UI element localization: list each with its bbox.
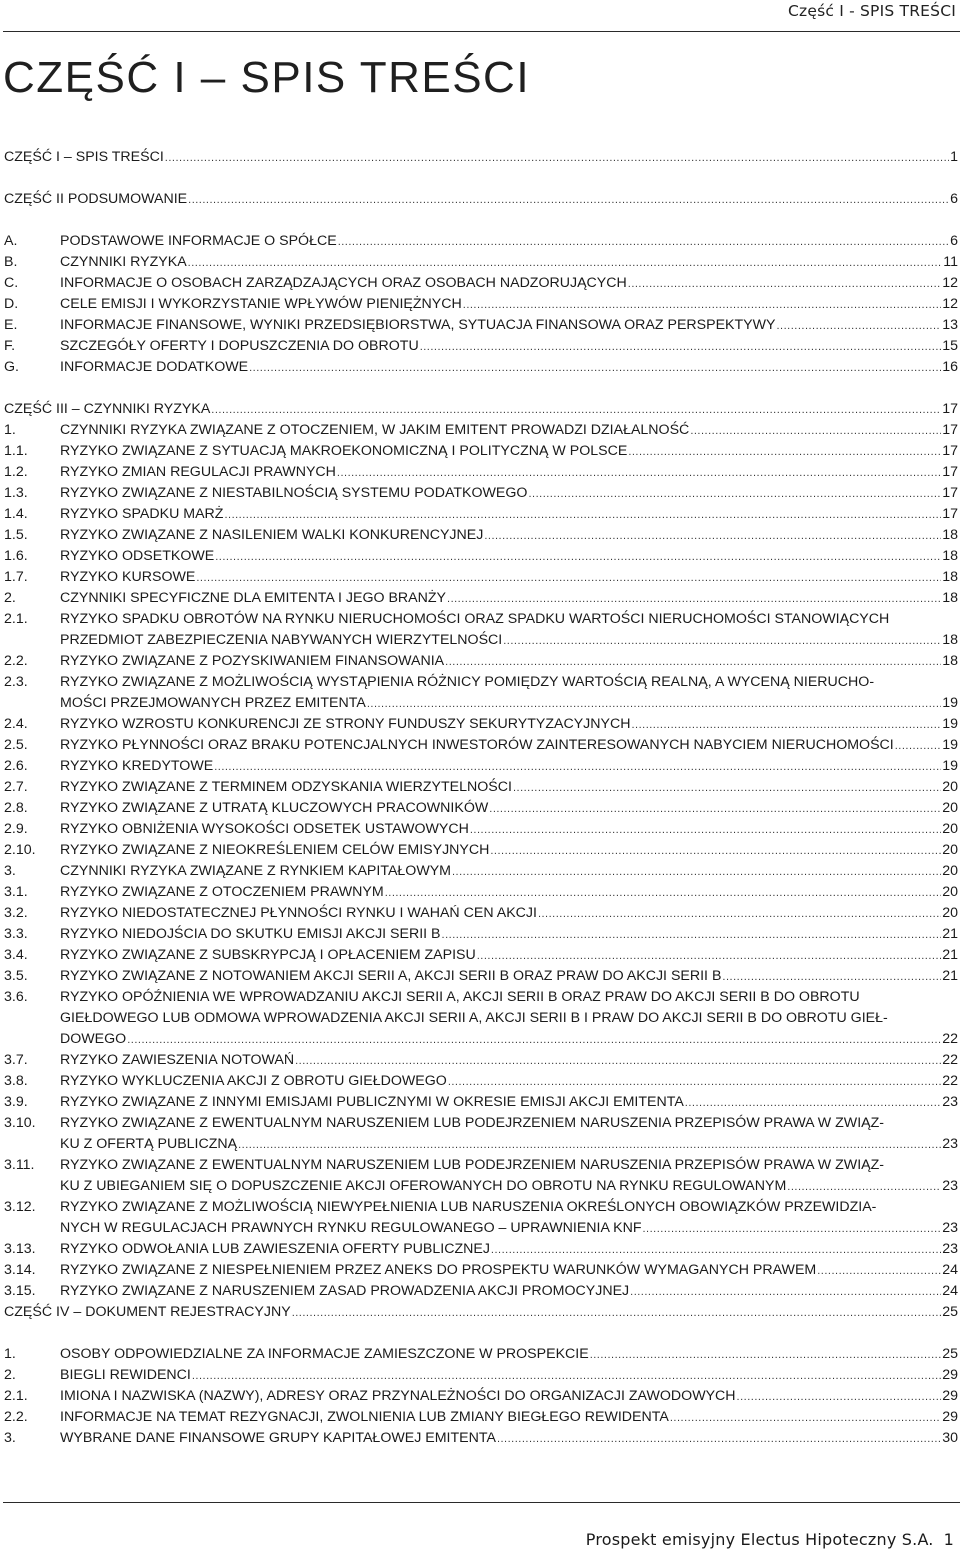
toc-entry-title: RYZYKO SPADKU MARŻ [60, 506, 224, 522]
toc-entry-page: 20 [942, 905, 958, 921]
toc-entry-number: 2.7. [4, 779, 28, 795]
toc-entry-title: CZĘŚĆ II PODSUMOWANIE [4, 191, 188, 207]
dot-leader [895, 736, 941, 756]
toc-entry-title: MOŚCI PRZEJMOWANYCH PRZEZ EMITENTA [60, 695, 366, 711]
toc-entry-page: 17 [942, 485, 958, 501]
toc-entry-title: INFORMACJE DODATKOWE [60, 359, 249, 375]
toc-entry-title: PRZEDMIOT ZABEZPIECZENIA NABYWANYCH WIERZYTELNOŚCI [60, 632, 503, 648]
toc-entry[interactable] [0, 567, 960, 587]
dot-leader [295, 1051, 941, 1071]
toc-entry[interactable] [0, 966, 960, 986]
dot-leader [452, 862, 941, 882]
toc-entry-number: 1. [4, 422, 16, 438]
toc-entry-number: 2.4. [4, 716, 28, 732]
toc-entry-title: RYZYKO ZWIĄZANE Z NIEOKREŚLENIEM CELÓW EMISYJNYCH [60, 842, 490, 858]
toc-entry-number: 3.15. [4, 1283, 36, 1299]
toc-entry[interactable] [0, 714, 960, 734]
toc-entry[interactable] [0, 630, 960, 650]
toc-entry-page: 18 [942, 632, 958, 648]
toc-entry[interactable] [0, 1386, 960, 1406]
toc-entry-title: CZĘŚĆ IV – DOKUMENT REJESTRACYJNY [4, 1304, 291, 1320]
toc-entry-title: RYZYKO OBNIŻENIA WYSOKOŚCI ODSETEK USTAWOWYCH [60, 821, 469, 837]
toc-entry-page: 19 [942, 737, 958, 753]
toc-entry[interactable] [0, 1092, 960, 1112]
toc-entry-title: KU Z OFERTĄ PUBLICZNĄ [60, 1136, 238, 1152]
toc-entry-page: 18 [942, 653, 958, 669]
toc-entry-page: 29 [942, 1409, 958, 1425]
toc-entry-title: RYZYKO ZWIĄZANE Z MOŻLIWOŚCIĄ NIEWYPEŁNIENIA LUB NARUSZENIA OKREŚLONYCH OBOWIĄZKÓW PRZEWIDZIA- [60, 1199, 877, 1215]
toc-entry-page: 19 [942, 716, 958, 732]
toc-entry-page: 19 [942, 758, 958, 774]
toc-entry-title: RYZYKO ZWIĄZANE Z INNYMI EMISJAMI PUBLICZNYMI W OKRESIE EMISJI AKCJI EMITENTA [60, 1094, 684, 1110]
dot-leader [670, 1408, 941, 1428]
footer-divider [3, 1502, 960, 1503]
dot-leader [628, 442, 941, 462]
footer-page-number: 1 [943, 1530, 954, 1549]
toc-entry-title: SZCZEGÓŁY OFERTY I DOPUSZCZENIA DO OBROTU [60, 338, 419, 354]
page-footer [586, 1530, 954, 1549]
toc-entry-page: 19 [942, 695, 958, 711]
toc-entry-number: 3. [4, 1430, 16, 1446]
toc-entry-page: 22 [942, 1031, 958, 1047]
dot-leader [292, 1303, 942, 1323]
toc-entry-title: RYZYKO WYKLUCZENIA AKCJI Z OBROTU GIEŁDOWEGO [60, 1073, 447, 1089]
toc-entry-title: RYZYKO SPADKU OBROTÓW NA RYNKU NIERUCHOMOŚCI ORAZ SPADKU WARTOŚCI NIERUCHOMOŚCI STANOWIĄCYCH [60, 611, 890, 627]
toc-entry-page: 25 [942, 1304, 958, 1320]
dot-leader [777, 316, 942, 336]
toc-entry-page: 24 [942, 1283, 958, 1299]
dot-leader [385, 883, 942, 903]
toc-entry[interactable] [0, 1428, 960, 1448]
toc-entry-title: RYZYKO PŁYNNOŚCI ORAZ BRAKU POTENCJALNYCH INWESTORÓW ZAINTERESOWANYCH NABYCIEM NIERUCHOMOŚCI [60, 737, 894, 753]
dot-leader [630, 1282, 941, 1302]
toc-entry-title: CZYNNIKI RYZYKA [60, 254, 187, 270]
toc-entry-title: CZYNNIKI RYZYKA ZWIĄZANE Z OTOCZENIEM, W JAKIM EMITENT PROWADZI DZIAŁALNOŚĆ [60, 422, 690, 438]
dot-leader [737, 1387, 942, 1407]
toc-entry[interactable] [0, 1407, 960, 1427]
toc-entry-number: 3.8. [4, 1073, 28, 1089]
running-header: Część I - SPIS TREŚCI [787, 2, 956, 20]
toc-entry-title: CZYNNIKI RYZYKA ZWIĄZANE Z RYNKIEM KAPITAŁOWYM [60, 863, 451, 879]
toc-entry-title: CZYNNIKI SPECYFICZNE DLA EMITENTA I JEGO BRANŻY [60, 590, 447, 606]
toc-entry[interactable] [0, 840, 960, 860]
toc-entry-title: RYZYKO KREDYTOWE [60, 758, 214, 774]
dot-leader [196, 568, 941, 588]
toc-entry-title: RYZYKO ZWIĄZANE Z EWENTUALNYM NARUSZENIEM LUB PODEJRZENIEM NARUSZENIA PRZEPISÓW PRAWA W ZWIĄZ- [60, 1115, 884, 1131]
dot-leader [337, 463, 941, 483]
toc-entry[interactable] [0, 588, 960, 608]
toc-entry-page: 23 [942, 1178, 958, 1194]
toc-entry-title: KU Z UBIEGANIEM SIĘ O DOPUSZCZENIE AKCJI OFEROWANYCH DO OBROTU NA RYNKU REGULOWANYM [60, 1178, 787, 1194]
toc-entry-number: 3.11. [4, 1157, 35, 1173]
toc-entry[interactable] [0, 1155, 960, 1175]
dot-leader [463, 295, 941, 315]
toc-entry[interactable] [0, 798, 960, 818]
toc-entry-page: 20 [942, 821, 958, 837]
dot-leader [817, 1261, 941, 1281]
dot-leader [513, 778, 941, 798]
toc-entry-number: 1.7. [4, 569, 28, 585]
toc-entry[interactable] [0, 777, 960, 797]
dot-leader [211, 400, 941, 420]
toc-entry-title: RYZYKO ZWIĄZANE Z UTRATĄ KLUCZOWYCH PRACOWNIKÓW [60, 800, 489, 816]
footer-publication: Prospekt emisyjny Electus Hipoteczny S.A. [585, 1530, 934, 1549]
dot-leader [631, 715, 941, 735]
toc-entry-number: C. [4, 275, 19, 291]
dot-leader [442, 925, 942, 945]
toc-entry-title: RYZYKO ZWIĄZANE Z MOŻLIWOŚCIĄ WYSTĄPIENIA RÓŻNICY POMIĘDZY WARTOŚCIĄ REALNĄ, A WYCENĄ NIERUCHO- [60, 674, 875, 690]
toc-entry-number: 2. [4, 1367, 16, 1383]
toc-entry[interactable] [0, 1008, 960, 1028]
toc-entry-number: 2.2. [4, 1409, 28, 1425]
dot-leader [420, 337, 942, 357]
toc-entry-number: E. [4, 317, 18, 333]
toc-entry[interactable] [0, 924, 960, 944]
toc-entry-page: 18 [942, 590, 958, 606]
toc-entry-page: 25 [942, 1346, 958, 1362]
toc-entry[interactable] [0, 336, 960, 356]
toc-entry-number: 2.5. [4, 737, 28, 753]
toc-entry-page: 21 [942, 947, 958, 963]
toc-entry-title: RYZYKO KURSOWE [60, 569, 196, 585]
toc-entry-page: 12 [942, 296, 958, 312]
header-divider [3, 31, 960, 32]
toc-entry-title: RYZYKO NIEDOJŚCIA DO SKUTKU EMISJI AKCJI SERII B [60, 926, 441, 942]
dot-leader [470, 820, 941, 840]
dot-leader [484, 526, 941, 546]
toc-entry-number: 1.4. [4, 506, 28, 522]
toc-entry[interactable] [0, 1218, 960, 1238]
toc-entry-title: CZĘŚĆ III – CZYNNIKI RYZYKA [4, 401, 211, 417]
toc-entry-title: RYZYKO OPÓŹNIENIA WE WPROWADZANIU AKCJI SERII A, AKCJI SERII B ORAZ PRAW DO AKCJI SERII B DO OBROTU [60, 989, 860, 1005]
dot-leader [238, 1135, 941, 1155]
toc-entry-number: 2.8. [4, 800, 28, 816]
toc-entry[interactable] [0, 525, 960, 545]
dot-leader [249, 358, 941, 378]
toc-entry-page: 20 [942, 884, 958, 900]
toc-entry-number: 3.5. [4, 968, 28, 984]
toc-entry[interactable] [0, 462, 960, 482]
dot-leader [448, 1072, 941, 1092]
toc-entry-page: 20 [942, 863, 958, 879]
toc-entry-title: BIEGLI REWIDENCI [60, 1367, 191, 1383]
dot-leader [489, 799, 941, 819]
toc-entry-page: 16 [942, 359, 958, 375]
toc-entry-title: PODSTAWOWE INFORMACJE O SPÓŁCE [60, 233, 337, 249]
toc-entry-number: 1.5. [4, 527, 28, 543]
toc-entry[interactable] [0, 693, 960, 713]
toc-entry-number: 3.10. [4, 1115, 36, 1131]
toc-entry-page: 13 [942, 317, 958, 333]
page-title: CZĘŚĆ I – SPIS TREŚCI [3, 53, 531, 102]
dot-leader [445, 652, 941, 672]
dot-leader [188, 190, 949, 210]
toc-entry[interactable] [0, 861, 960, 881]
toc-entry-title: DOWEGO [60, 1031, 127, 1047]
toc-entry-number: D. [4, 296, 19, 312]
toc-entry[interactable] [0, 1281, 960, 1301]
dot-leader [215, 547, 941, 567]
toc-entry[interactable] [0, 1239, 960, 1259]
toc-entry-title: RYZYKO ODWOŁANIA LUB ZAWIESZENIA OFERTY PUBLICZNEJ [60, 1241, 490, 1257]
toc-entry[interactable] [0, 294, 960, 314]
toc-entry-page: 17 [942, 506, 958, 522]
toc-entry-title: RYZYKO ZWIĄZANE Z OTOCZENIEM PRAWNYM [60, 884, 384, 900]
toc-entry[interactable] [0, 399, 960, 419]
toc-entry[interactable] [0, 441, 960, 461]
toc-entry-title: RYZYKO ZWIĄZANE Z NIESTABILNOŚCIĄ SYSTEMU PODATKOWEGO [60, 485, 528, 501]
dot-leader [127, 1030, 941, 1050]
toc-entry[interactable] [0, 987, 960, 1007]
toc-entry-page: 18 [942, 548, 958, 564]
toc-entry[interactable] [0, 147, 960, 167]
dot-leader [224, 505, 941, 525]
toc-entry[interactable] [0, 315, 960, 335]
toc-entry-number: 2.9. [4, 821, 28, 837]
toc-entry-page: 22 [942, 1052, 958, 1068]
toc-entry-page: 17 [942, 401, 958, 417]
toc-entry-title: INFORMACJE FINANSOWE, WYNIKI PRZEDSIĘBIORSTWA, SYTUACJA FINANSOWA ORAZ PERSPEKTYWY [60, 317, 776, 333]
toc-entry[interactable] [0, 945, 960, 965]
toc-entry-number: 2.10. [4, 842, 36, 858]
toc-entry-title: RYZYKO ZWIĄZANE Z NOTOWANIEM AKCJI SERII A, AKCJI SERII B ORAZ PRAW DO AKCJI SERII B [60, 968, 722, 984]
toc-entry[interactable] [0, 1365, 960, 1385]
toc-entry-number: 2.2. [4, 653, 28, 669]
toc-entry-page: 6 [950, 233, 958, 249]
toc-entry[interactable] [0, 483, 960, 503]
dot-leader [590, 1345, 942, 1365]
toc-entry-title: RYZYKO NIEDOSTATECZNEJ PŁYNNOŚCI RYNKU I WAHAŃ CEN AKCJI [60, 905, 537, 921]
toc-entry-page: 18 [942, 569, 958, 585]
toc-entry-title: NYCH W REGULACJACH PRAWNYCH RYNKU REGULOWANEGO – UPRAWNIENIA KNF [60, 1220, 642, 1236]
toc-entry[interactable] [0, 1029, 960, 1049]
toc-entry-number: 3.3. [4, 926, 28, 942]
toc-entry[interactable] [0, 672, 960, 692]
dot-leader [497, 1429, 941, 1449]
toc-entry-title: RYZYKO ZWIĄZANE Z POZYSKIWANIEM FINANSOWANIA [60, 653, 445, 669]
toc-entry[interactable] [0, 1071, 960, 1091]
toc-entry-page: 29 [942, 1388, 958, 1404]
toc-entry-number: 2.3. [4, 674, 28, 690]
toc-entry-number: 2.6. [4, 758, 28, 774]
dot-leader [447, 589, 941, 609]
toc-entry-number: 3.1. [4, 884, 28, 900]
toc-entry-title: INFORMACJE O OSOBACH ZARZĄDZAJĄCYCH ORAZ OSOBACH NADZORUJĄCYCH [60, 275, 627, 291]
toc-entry-title: INFORMACJE NA TEMAT REZYGNACJI, ZWOLNIENIA LUB ZMIANY BIEGŁEGO REWIDENTA [60, 1409, 669, 1425]
toc-entry-title: RYZYKO ZWIĄZANE Z NASILENIEM WALKI KONKURENCYJNEJ [60, 527, 484, 543]
toc-entry[interactable] [0, 651, 960, 671]
toc-entry-number: F. [4, 338, 16, 354]
dot-leader [165, 148, 949, 168]
toc-entry-number: 1.6. [4, 548, 28, 564]
toc-entry[interactable] [0, 756, 960, 776]
toc-entry-page: 17 [942, 422, 958, 438]
toc-entry-number: 3.13. [4, 1241, 36, 1257]
toc-entry-title: RYZYKO WZROSTU KONKURENCJI ZE STRONY FUNDUSZY SEKURYTYZACYJNYCH [60, 716, 631, 732]
toc-entry-title: RYZYKO ZWIĄZANE Z NIESPEŁNIENIEM PRZEZ ANEKS DO PROSPEKTU WARUNKÓW WYMAGANYCH PRAWEM [60, 1262, 817, 1278]
toc-entry[interactable] [0, 273, 960, 293]
toc-entry[interactable] [0, 252, 960, 272]
toc-entry-page: 20 [942, 800, 958, 816]
dot-leader [491, 1240, 941, 1260]
toc-entry-number: 1.1. [4, 443, 28, 459]
dot-leader [367, 694, 941, 714]
toc-entry-title: CELE EMISJI I WYKORZYSTANIE WPŁYWÓW PIENIĘŻNYCH [60, 296, 462, 312]
toc-entry-page: 23 [942, 1220, 958, 1236]
dot-leader [722, 967, 941, 987]
toc-entry-page: 24 [942, 1262, 958, 1278]
toc-entry-title: WYBRANE DANE FINANSOWE GRUPY KAPITAŁOWEJ EMITENTA [60, 1430, 496, 1446]
toc-entry-title: RYZYKO ZWIĄZANE Z SYTUACJĄ MAKROEKONOMICZNĄ I POLITYCZNĄ W POLSCE [60, 443, 628, 459]
dot-leader [192, 1366, 941, 1386]
dot-leader [490, 841, 941, 861]
toc-entry-number: A. [4, 233, 18, 249]
toc-entry[interactable] [0, 1134, 960, 1154]
dot-leader [685, 1093, 941, 1113]
toc-entry-page: 20 [942, 842, 958, 858]
dot-leader [528, 484, 941, 504]
toc-entry-page: 11 [943, 254, 958, 270]
toc-entry[interactable] [0, 420, 960, 440]
toc-entry-number: 2. [4, 590, 16, 606]
toc-entry-number: 1.3. [4, 485, 28, 501]
toc-entry-number: 3.12. [4, 1199, 36, 1215]
toc-entry[interactable] [0, 882, 960, 902]
toc-entry-page: 21 [942, 968, 958, 984]
toc-entry-title: CZĘŚĆ I – SPIS TREŚCI [4, 149, 164, 165]
toc-entry-page: 23 [942, 1094, 958, 1110]
toc-entry-number: 2.1. [4, 611, 28, 627]
toc-entry[interactable] [0, 1176, 960, 1196]
toc-entry-number: 3.6. [4, 989, 28, 1005]
toc-entry-number: 3.9. [4, 1094, 28, 1110]
toc-entry[interactable] [0, 546, 960, 566]
toc-entry-page: 17 [942, 443, 958, 459]
toc-entry-page: 17 [942, 464, 958, 480]
dot-leader [477, 946, 941, 966]
toc-entry-number: 1.2. [4, 464, 28, 480]
dot-leader [690, 421, 941, 441]
toc-entry-title: RYZYKO ODSETKOWE [60, 548, 215, 564]
toc-entry[interactable] [0, 1302, 960, 1322]
toc-entry[interactable] [0, 1197, 960, 1217]
toc-entry-page: 1 [950, 149, 958, 165]
toc-entry-title: RYZYKO ZWIĄZANE Z TERMINEM ODZYSKANIA WIERZYTELNOŚCI [60, 779, 512, 795]
toc-entry-page: 20 [942, 779, 958, 795]
toc-entry-title: OSOBY ODPOWIEDZIALNE ZA INFORMACJE ZAMIESZCZONE W PROSPEKCIE [60, 1346, 589, 1362]
toc-entry-number: 3.7. [4, 1052, 28, 1068]
dot-leader [787, 1177, 941, 1197]
toc-entry[interactable] [0, 1344, 960, 1364]
toc-entry[interactable] [0, 1050, 960, 1070]
dot-leader [338, 232, 949, 252]
toc-entry-page: 21 [942, 926, 958, 942]
dot-leader [188, 253, 943, 273]
toc-entry[interactable] [0, 231, 960, 251]
toc-entry-number: 3.4. [4, 947, 28, 963]
toc-entry[interactable] [0, 357, 960, 377]
toc-entry-title: RYZYKO ZWIĄZANE Z EWENTUALNYM NARUSZENIEM LUB PODEJRZENIEM NARUSZENIA PRZEPISÓW PRAWA W ZWIĄZ- [60, 1157, 884, 1173]
dot-leader [643, 1219, 942, 1239]
toc-entry-number: 3.14. [4, 1262, 36, 1278]
toc-entry[interactable] [0, 903, 960, 923]
toc-entry[interactable] [0, 504, 960, 524]
dot-leader [538, 904, 941, 924]
dot-leader [214, 757, 941, 777]
toc-entry-page: 22 [942, 1073, 958, 1089]
toc-entry-page: 29 [942, 1367, 958, 1383]
toc-entry-page: 15 [942, 338, 958, 354]
toc-entry[interactable] [0, 609, 960, 629]
toc-entry[interactable] [0, 819, 960, 839]
toc-entry[interactable] [0, 735, 960, 755]
toc-entry[interactable] [0, 189, 960, 209]
toc-entry-page: 6 [950, 191, 958, 207]
toc-entry-page: 23 [942, 1241, 958, 1257]
dot-leader [503, 631, 941, 651]
toc-entry-number: 2.1. [4, 1388, 28, 1404]
toc-entry-number: G. [4, 359, 19, 375]
toc-entry-title: RYZYKO ZAWIESZENIA NOTOWAŃ [60, 1052, 295, 1068]
toc-entry-number: 1. [4, 1346, 16, 1362]
toc-entry[interactable] [0, 1113, 960, 1133]
toc-entry-page: 12 [942, 275, 958, 291]
toc-entry-title: RYZYKO ZWIĄZANE Z NARUSZENIEM ZASAD PROWADZENIA AKCJI PROMOCYJNEJ [60, 1283, 630, 1299]
toc-entry-title: GIEŁDOWEGO LUB ODMOWA WPROWADZENIA AKCJI SERII A, AKCJI SERII B I PRAW DO AKCJI SERII B DO OBROTU GIEŁ- [60, 1010, 888, 1026]
toc-entry-title: RYZYKO ZWIĄZANE Z SUBSKRYPCJĄ I OPŁACENIEM ZAPISU [60, 947, 476, 963]
toc-entry-number: B. [4, 254, 18, 270]
toc-entry-number: 3. [4, 863, 16, 879]
toc-entry-page: 18 [942, 527, 958, 543]
toc-entry-number: 3.2. [4, 905, 28, 921]
toc-entry-title: RYZYKO ZMIAN REGULACJI PRAWNYCH [60, 464, 336, 480]
toc-entry[interactable] [0, 1260, 960, 1280]
toc-entry-title: IMIONA I NAZWISKA (NAZWY), ADRESY ORAZ PRZYNALEŻNOŚCI DO ORGANIZACJI ZAWODOWYCH [60, 1388, 736, 1404]
toc-entry-page: 23 [942, 1136, 958, 1152]
dot-leader [628, 274, 941, 294]
toc-entry-page: 30 [942, 1430, 958, 1446]
